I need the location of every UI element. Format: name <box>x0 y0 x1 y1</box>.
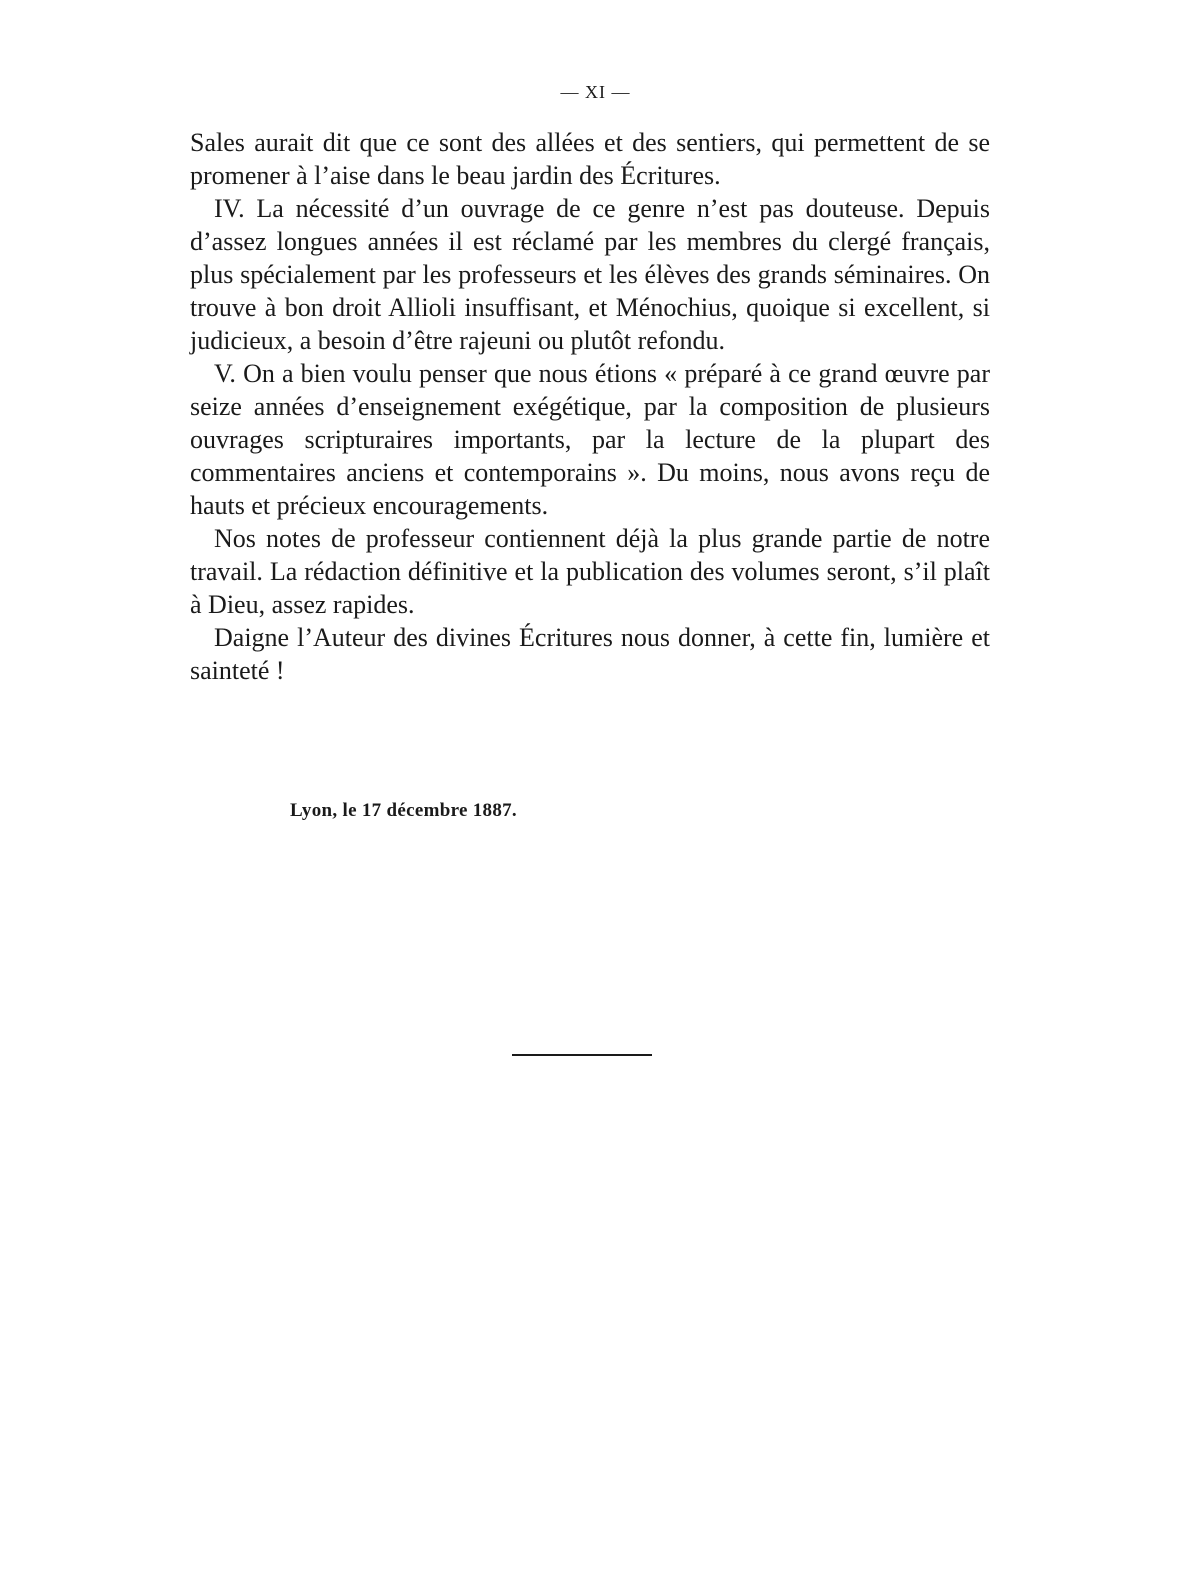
end-rule-divider <box>512 1054 652 1056</box>
paragraph-iv: IV. La nécessité d’un ouvrage de ce genre n’est pas douteuse. Depuis d’assez longues années il est réclamé par les membres du clergé français, plus spécialement par les professeurs et les élèves des grands séminaires. On trouve à bon droit Allioli insuffisant, et Ménochius, quoique si excellent, si judicieux, a besoin d’être rajeuni ou plutôt refondu. <box>190 194 990 355</box>
place-date-signature: Lyon, le 17 décembre 1887. <box>290 800 517 821</box>
paragraph-v: V. On a bien voulu penser que nous étions « préparé à ce grand œuvre par seize années d’enseignement exégétique, par la composition de plusieurs ouvrages scripturaires importants, par la lecture de la plupart des commentaires anciens et contemporains ». Du moins, nous avons reçu de hauts et précieux encouragements. <box>190 359 990 520</box>
body-text <box>190 126 990 687</box>
paragraph-notes: Nos notes de professeur contiennent déjà la plus grande partie de notre travail. La rédaction définitive et la publication des volumes seront, s’il plaît à Dieu, assez rapides. <box>190 524 990 619</box>
paragraph-prayer: Daigne l’Auteur des divines Écritures nous donner, à cette fin, lumière et sainteté ! <box>190 623 990 685</box>
paragraph-continuation: Sales aurait dit que ce sont des allées et des sentiers, qui permettent de se promener à l’aise dans le beau jardin des Écritures. <box>190 128 990 190</box>
page-number: — XI — <box>560 82 631 102</box>
